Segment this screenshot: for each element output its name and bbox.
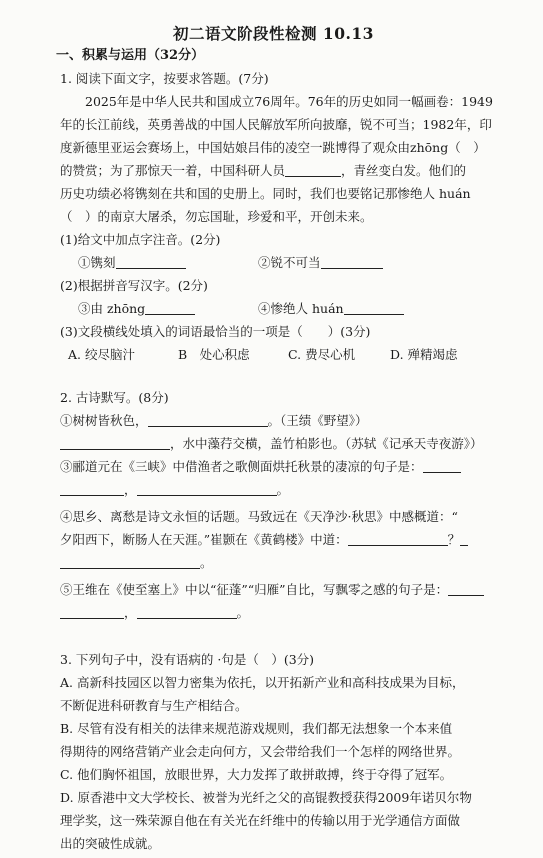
answer-blank[interactable] xyxy=(321,254,383,269)
q1-sub2-answers xyxy=(60,297,487,320)
q1-passage-line: 度新德里亚运会赛场上，中国姑娘吕伟的凌空一跳博得了观众由zhōng（ ） xyxy=(60,140,486,155)
q1-passage-line: （ ）的南京大屠杀，勿忘国耻，珍爱和平，开创未来。 xyxy=(60,209,373,224)
option-d[interactable]: D. 殚精竭虑 xyxy=(390,347,458,362)
q3-option-c[interactable]: C. 他们胸怀祖国，放眼世界，大力发挥了敢拼敢搏，终于夺得了冠军。 xyxy=(60,767,453,782)
q2-text: ， xyxy=(124,482,137,497)
answer-blank[interactable] xyxy=(348,531,448,546)
page-title: 初二语文阶段性检测 10.13 xyxy=(173,24,374,43)
question-2 xyxy=(60,386,487,624)
option-b[interactable]: B 处心积虑 xyxy=(178,347,250,362)
q2-text: ①树树皆秋色， xyxy=(60,413,148,428)
q1-passage-text: ，青丝变白发。他们的 xyxy=(341,163,467,178)
q2-item xyxy=(60,409,487,432)
q3-prompt: 3. 下列句子中，没有语病的 ·句是（ ）(3分) xyxy=(60,652,315,667)
q3-option-b[interactable]: B. 尽管有没有相关的法律来规范游戏规则，我们都无法想象一个本来值 xyxy=(60,721,453,736)
option-c[interactable]: C. 费尽心机 xyxy=(288,347,356,362)
q2-item xyxy=(60,455,487,478)
q2-text: ， xyxy=(124,605,137,620)
q2-text: 。 xyxy=(200,555,213,570)
q1-sub1-label: ②锐不可当 xyxy=(258,255,321,270)
q1-passage-line xyxy=(60,159,487,182)
answer-blank[interactable] xyxy=(60,554,200,569)
q1-sub2-prompt: (2)根据拼音写汉字。(2分) xyxy=(60,278,208,293)
q1-passage-text: 的赞赏；为了那惊天一着，中国科研人员 xyxy=(60,163,286,178)
answer-blank[interactable] xyxy=(145,300,195,315)
q2-text: 。 xyxy=(276,482,290,497)
q1-sub1-item xyxy=(258,251,383,274)
q3-option-b-cont: 得期待的网络营销产业会走向何方，又会带给我们一个怎样的网络世界。 xyxy=(60,744,461,759)
q2-item: ④思乡、离愁是诗文永恒的话题。马致远在《天净沙·秋思》中感概道：“ xyxy=(60,509,458,524)
q1-passage-line: 历史功绩必将镌刻在共和国的史册上。同时，我们也要铭记那惨绝人 huán xyxy=(60,186,471,201)
q2-text: ？ xyxy=(447,532,461,547)
q1-passage-blank[interactable] xyxy=(285,162,341,177)
q2-text: ③郦道元在《三峡》中借渔者之歌侧面烘托秋景的凄凉的句子是： xyxy=(60,459,423,474)
q1-passage-line: 2025年是中华人民共和国成立76周年。76年的历史如同一幅画卷：1949 xyxy=(85,94,493,109)
q2-item xyxy=(60,478,487,501)
q2-prompt: 2. 古诗默写。(8分) xyxy=(60,390,169,405)
q1-sub2-item xyxy=(60,297,258,320)
answer-blank[interactable] xyxy=(60,604,124,619)
q1-sub2-label: ④惨绝人 huán xyxy=(258,301,344,316)
q3-option-d-cont: 出的突破性成就。 xyxy=(60,836,161,851)
answer-blank[interactable] xyxy=(423,458,461,473)
q2-text: 夕阳西下，断肠人在天涯。”崔颢在《黄鹤楼》中道： xyxy=(60,532,348,547)
q1-sub2-item xyxy=(258,297,404,320)
q1-sub1-item xyxy=(60,251,258,274)
q3-option-d[interactable]: D. 原香港中文大学校长、被誉为光纤之父的高锟教授获得2009年诺贝尔物 xyxy=(60,790,472,805)
q2-item xyxy=(60,601,487,624)
q1-sub3-options xyxy=(60,343,487,366)
q3-option-a-cont: 不断促进科研教育与生产相结合。 xyxy=(60,698,248,713)
answer-blank[interactable] xyxy=(448,581,484,596)
q3-option-a[interactable]: A. 高新科技园区以智力密集为依托，以开拓新产业和高科技成果为目标， xyxy=(60,675,465,690)
answer-blank[interactable] xyxy=(60,435,170,450)
q1-prompt: 1. 阅读下面文字，按要求答题。(7分) xyxy=(60,71,269,86)
question-3 xyxy=(60,648,487,855)
answer-blank[interactable] xyxy=(60,481,124,496)
answer-blank[interactable] xyxy=(460,531,468,546)
q1-sub1-label: ①镌刻 xyxy=(78,255,116,270)
answer-blank[interactable] xyxy=(344,300,404,315)
q2-text: ⑤王维在《使至塞上》中以“征蓬”“归雁”自比，写飘零之感的句子是： xyxy=(60,582,449,597)
q1-sub2-label: ③由 zhōng xyxy=(78,301,146,316)
section-heading: 一、积累与运用（32分） xyxy=(56,48,205,63)
q2-text: 。（王绩《野望》） xyxy=(267,413,368,428)
q2-item xyxy=(60,432,487,455)
q2-text: 。 xyxy=(236,605,250,620)
q1-sub1-answers xyxy=(60,251,487,274)
q1-sub1-prompt: (1)给文中加点字注音。(2分) xyxy=(60,232,221,247)
answer-blank[interactable] xyxy=(137,604,237,619)
option-a[interactable]: A. 绞尽脑汁 xyxy=(68,347,135,362)
question-1 xyxy=(60,67,493,366)
q3-option-d-cont: 理学奖，这一殊荣源自他在有关光在纤维中的传输以用于光学通信方面做 xyxy=(60,813,461,828)
q2-item xyxy=(60,528,487,551)
answer-blank[interactable] xyxy=(116,254,186,269)
q2-item xyxy=(60,551,487,574)
q2-text: ，水中藻荇交横，盖竹柏影也。（苏轼《记承天寺夜游》） xyxy=(170,436,483,451)
q1-sub3-prompt: (3)文段横线处填入的词语最恰当的一项是（ ）(3分) xyxy=(60,324,371,339)
answer-blank[interactable] xyxy=(137,481,277,496)
q2-item xyxy=(60,578,487,601)
q1-passage-line: 年的长江前线，英勇善战的中国人民解放军所向披靡，锐不可当；1982年，印 xyxy=(60,117,492,132)
answer-blank[interactable] xyxy=(148,412,268,427)
